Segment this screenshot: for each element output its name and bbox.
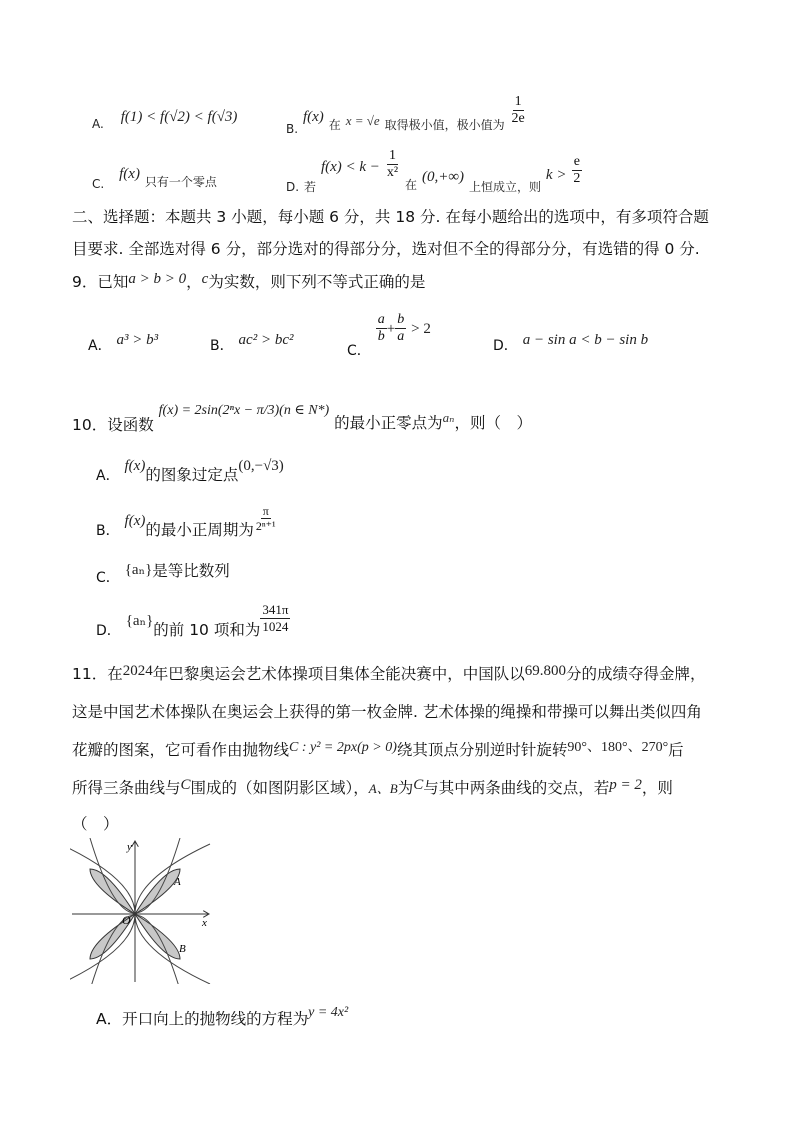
q8-d-m1: f(x) < k − bbox=[320, 159, 380, 175]
q11-option-a bbox=[96, 1000, 349, 1028]
q9-m2: c bbox=[201, 271, 209, 287]
q10-option-a bbox=[96, 456, 284, 484]
q11-l3m2: 90°、180°、270° bbox=[567, 740, 669, 755]
q9-c-plus: + bbox=[386, 321, 396, 337]
q11-l4m4: p = 2 bbox=[609, 777, 642, 793]
q10-suffix: 的最小正零点为 bbox=[334, 414, 443, 432]
q9-c-frac2-num: b bbox=[397, 312, 405, 327]
q9-option-d bbox=[493, 334, 648, 357]
q9-option-c bbox=[347, 312, 431, 359]
q11-figure bbox=[70, 838, 216, 984]
q11-line1 bbox=[72, 663, 706, 686]
q10-b-frac bbox=[254, 504, 278, 533]
q9-suffix: 为实数，则下列不等式正确的是 bbox=[208, 273, 426, 291]
q11-line3 bbox=[72, 739, 684, 763]
q8-d-t1: 在 bbox=[405, 178, 418, 192]
q10-d-frac bbox=[260, 602, 290, 635]
q8-c-label: C. bbox=[92, 177, 105, 191]
y-axis-label: y bbox=[127, 841, 132, 853]
q8-b-label: B. bbox=[286, 122, 299, 136]
x-axis-label: x bbox=[202, 917, 207, 929]
q9-c-frac1-num: a bbox=[377, 312, 385, 327]
q10-option-b bbox=[96, 504, 278, 539]
q10-prefix: 10．设函数 bbox=[72, 416, 154, 434]
q8-option-c bbox=[92, 162, 217, 191]
q8-option-d bbox=[286, 148, 582, 194]
q8-c-m1: f(x) bbox=[119, 166, 140, 182]
origin-label: O bbox=[122, 913, 131, 927]
q10-b-frac-num: π bbox=[262, 504, 269, 518]
q10-an: aₙ bbox=[442, 410, 455, 425]
q11-l1c: 分的成绩夺得金牌， bbox=[566, 665, 706, 683]
q11-l1m: 2024 bbox=[122, 663, 153, 679]
q8-b-frac-den: 2e bbox=[511, 111, 525, 126]
q10-d-frac-num: 341π bbox=[262, 602, 289, 617]
q8-b-t1: 在 bbox=[328, 118, 341, 132]
q10-b-label: B． bbox=[96, 523, 120, 539]
q11-a-math: y = 4x² bbox=[308, 1005, 349, 1020]
q10-c-t1: 是等比数列 bbox=[152, 562, 230, 580]
q9-a-math: a³ > b³ bbox=[116, 332, 159, 348]
section2-line1: 二、选择题：本题共 3 小题，每小题 6 分，共 18 分. 在每小题给出的选项中，有多项符合题 bbox=[72, 208, 709, 226]
q8-d-label: D. bbox=[286, 180, 300, 194]
point-b-label: B bbox=[179, 943, 186, 955]
q8-d-frac2-den: 2 bbox=[573, 171, 581, 186]
q9-prefix: 9．已知 bbox=[72, 273, 129, 291]
q9-mid: ， bbox=[186, 273, 202, 291]
q10-b-m1: f(x) bbox=[124, 513, 146, 529]
q10-d-frac-den: 1024 bbox=[262, 619, 289, 634]
q11-l4d: 与其中两条曲线的交点，若 bbox=[423, 779, 610, 797]
q10-d-t1: 的前 10 项和为 bbox=[153, 621, 261, 639]
q10-c-m1: {aₙ} bbox=[124, 562, 153, 578]
q10-c-label: C． bbox=[96, 570, 120, 586]
q11-l1a: 11．在 bbox=[72, 665, 123, 683]
q10-stem bbox=[72, 403, 532, 434]
q9-a-label: A． bbox=[88, 338, 112, 354]
q8-a-label: A. bbox=[92, 117, 104, 131]
q8-d-frac bbox=[385, 148, 400, 181]
q8-option-a bbox=[92, 109, 238, 135]
q9-c-frac2-den: a bbox=[397, 329, 405, 344]
q9-option-a bbox=[88, 334, 158, 357]
q10-b-t1: 的最小正周期为 bbox=[145, 521, 254, 539]
q10-tail: ，则（ ） bbox=[454, 414, 532, 432]
q11-l4b: 围成的（如图阴影区域）， bbox=[190, 779, 369, 797]
q11-l4m2: A、B bbox=[368, 781, 398, 796]
q8-option-b bbox=[286, 94, 527, 136]
q11-l1m2: 69.800 bbox=[524, 663, 566, 679]
q11-l3m: C : y² = 2px(p > 0) bbox=[289, 740, 397, 755]
q10-option-d bbox=[96, 604, 290, 637]
q8-a-math: f(1) < f(√2) < f(√3) bbox=[120, 109, 238, 125]
q11-l1b: 年巴黎奥运会艺术体操项目集体全能决赛中，中国队以 bbox=[152, 665, 525, 683]
q8-d-frac-den: x² bbox=[386, 165, 399, 180]
q11-l4c: 为 bbox=[397, 779, 414, 797]
q11-l4m3: C bbox=[413, 777, 424, 793]
q8-d-frac2-num: e bbox=[573, 154, 580, 169]
q8-b-m1: f(x) bbox=[302, 109, 324, 125]
q8-c-t1: 只有一个零点 bbox=[144, 175, 217, 189]
q9-c-label: C． bbox=[347, 343, 371, 359]
q8-d-m2: (0,+∞) bbox=[421, 169, 465, 185]
q8-d-t2: 上恒成立，则 bbox=[468, 180, 541, 194]
q9-c-frac1 bbox=[376, 312, 387, 345]
q9-b-math: ac² > bc² bbox=[238, 332, 294, 348]
q11-l4a: 所得三条曲线与 bbox=[72, 779, 181, 797]
q9-b-label: B． bbox=[210, 338, 234, 354]
q10-a-t1: 的图象过定点 bbox=[145, 466, 239, 484]
q8-b-t2: 取得极小值，极小值为 bbox=[384, 118, 505, 132]
q9-stem bbox=[72, 271, 425, 294]
q10-d-label: D． bbox=[96, 623, 121, 639]
q11-l4m: C bbox=[180, 777, 191, 793]
q9-c-frac2 bbox=[395, 312, 406, 345]
q11-l3c: 后 bbox=[668, 741, 684, 759]
q9-option-b bbox=[210, 334, 293, 357]
q8-b-m2: x = √e bbox=[345, 113, 380, 128]
q11-l4e: ，则 bbox=[641, 779, 673, 797]
q8-d-t0: 若 bbox=[304, 180, 317, 194]
q10-func: f(x) = 2sin(2ⁿx − π/3)(n ∈ N*) bbox=[158, 403, 330, 418]
q11-l3b: 绕其顶点分别逆时针旋转 bbox=[396, 741, 568, 759]
q11-line2: 这是中国艺术体操队在奥运会上获得的第一枚金牌. 艺术体操的绳操和带操可以舞出类似四角 bbox=[72, 703, 702, 721]
q8-b-frac bbox=[510, 94, 527, 127]
q9-c-frac1-den: b bbox=[377, 329, 385, 344]
q10-b-frac-den: 2ⁿ⁺¹ bbox=[255, 519, 276, 533]
point-a-label: A bbox=[174, 876, 181, 888]
q8-b-frac-num: 1 bbox=[514, 94, 522, 109]
q11-line4 bbox=[72, 777, 673, 800]
q8-d-frac-num: 1 bbox=[388, 148, 396, 163]
q11-line5: （ ） bbox=[72, 815, 119, 833]
q9-d-label: D． bbox=[493, 338, 518, 354]
q10-a-label: A． bbox=[96, 468, 120, 484]
q9-m1: a > b > 0 bbox=[128, 271, 187, 287]
q11-a-label: A．开口向上的抛物线的方程为 bbox=[96, 1010, 309, 1028]
q11-l3a: 花瓣的图案，它可看作由抛物线 bbox=[72, 741, 290, 759]
q8-d-m3: k > bbox=[545, 167, 567, 183]
section2-line2: 目要求. 全部选对得 6 分，部分选对的得部分分，选对但不全的得部分分，有选错的得 0 分. bbox=[72, 240, 700, 258]
q9-c-tail: > 2 bbox=[411, 321, 431, 337]
q10-a-m2: (0,−√3) bbox=[238, 458, 284, 474]
q9-d-math: a − sin a < b − sin b bbox=[522, 332, 649, 348]
q8-d-frac2 bbox=[571, 154, 582, 187]
q10-a-m1: f(x) bbox=[124, 458, 146, 474]
q10-d-m1: {aₙ} bbox=[125, 613, 154, 629]
q10-option-c bbox=[96, 560, 230, 586]
